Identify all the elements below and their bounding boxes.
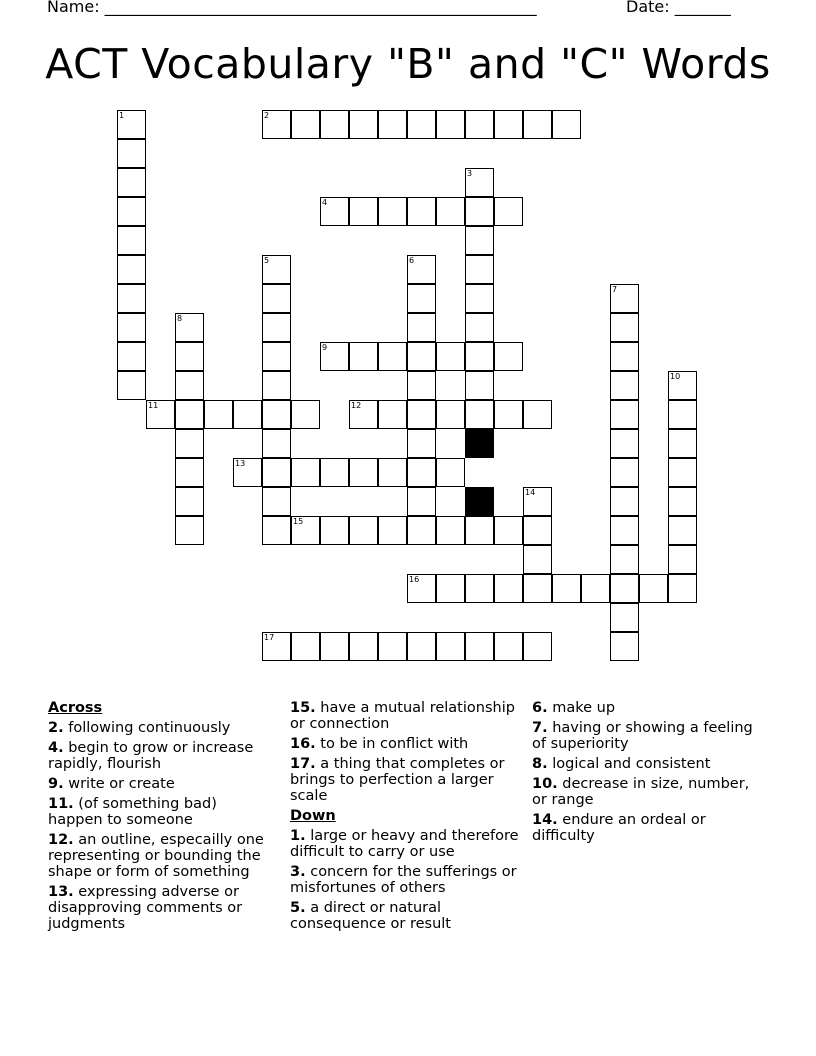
crossword-cell[interactable] xyxy=(175,429,204,458)
crossword-cell[interactable] xyxy=(668,545,697,574)
across-clue: 4. begin to grow or increase rapidly, flourish xyxy=(48,740,254,772)
crossword-cell[interactable] xyxy=(320,342,349,371)
crossword-cell[interactable] xyxy=(175,458,204,487)
crossword-cell[interactable] xyxy=(407,458,436,487)
crossword-cell[interactable] xyxy=(668,516,697,545)
crossword-cell[interactable] xyxy=(465,342,494,371)
crossword-cell[interactable] xyxy=(523,487,552,516)
crossword-cell[interactable] xyxy=(262,632,291,661)
crossword-cell[interactable] xyxy=(407,255,436,284)
down-clue: 3. concern for the sufferings or misfortunes of others xyxy=(290,864,517,896)
crossword-cell[interactable] xyxy=(436,400,465,429)
crossword-cell[interactable] xyxy=(117,110,146,139)
crossword-cell[interactable] xyxy=(117,255,146,284)
across-clue: 13. expressing adverse or disapproving comments or judgments xyxy=(48,884,243,932)
crossword-cell[interactable] xyxy=(378,632,407,661)
crossword-cell[interactable] xyxy=(581,574,610,603)
crossword-cell[interactable] xyxy=(117,284,146,313)
crossword-cell[interactable] xyxy=(465,197,494,226)
crossword-cell[interactable] xyxy=(407,400,436,429)
crossword-cell[interactable] xyxy=(117,226,146,255)
crossword-cell[interactable] xyxy=(349,516,378,545)
down-clue: 7. having or showing a feeling of superiority xyxy=(532,720,753,752)
crossword-cell[interactable] xyxy=(610,284,639,313)
crossword-cell[interactable] xyxy=(378,110,407,139)
crossword-cell[interactable] xyxy=(523,632,552,661)
crossword-cell[interactable] xyxy=(233,400,262,429)
crossword-cell[interactable] xyxy=(610,342,639,371)
crossword-cell[interactable] xyxy=(523,110,552,139)
crossword-cell[interactable] xyxy=(668,400,697,429)
crossword-cell[interactable] xyxy=(523,574,552,603)
crossword-cell[interactable] xyxy=(349,342,378,371)
crossword-cell[interactable] xyxy=(465,574,494,603)
clues-column-1 xyxy=(48,700,276,936)
crossword-cell[interactable] xyxy=(552,574,581,603)
crossword-cell[interactable] xyxy=(378,342,407,371)
crossword-cell[interactable] xyxy=(436,516,465,545)
crossword-cell[interactable] xyxy=(494,197,523,226)
crossword-cell[interactable] xyxy=(407,342,436,371)
crossword-cell[interactable] xyxy=(262,110,291,139)
down-clue: 1. large or heavy and therefore difficult to carry or use xyxy=(290,828,519,860)
crossword-cell[interactable] xyxy=(465,110,494,139)
across-clue: 15. have a mutual relationship or connection xyxy=(290,700,515,732)
crossword-cell[interactable] xyxy=(349,110,378,139)
crossword-cell[interactable] xyxy=(610,603,639,632)
crossword-cell[interactable] xyxy=(175,516,204,545)
crossword-cell[interactable] xyxy=(407,516,436,545)
clue-number: 10 xyxy=(670,372,681,381)
crossword-cell[interactable] xyxy=(610,516,639,545)
clue-number: 15 xyxy=(293,517,304,526)
down-clue: 10. decrease in size, number, or range xyxy=(532,776,750,808)
crossword-cell[interactable] xyxy=(465,632,494,661)
crossword-cell[interactable] xyxy=(494,342,523,371)
clue-number: 13 xyxy=(235,459,246,468)
across-clue: 16. to be in conflict with xyxy=(290,736,469,752)
crossword-cell[interactable] xyxy=(378,400,407,429)
clue-number: 1 xyxy=(119,111,125,120)
clue-number: 2 xyxy=(264,111,270,120)
crossword-cell[interactable] xyxy=(436,110,465,139)
across-clue: 9. write or create xyxy=(48,776,175,792)
crossword-cell[interactable] xyxy=(465,168,494,197)
crossword-cell[interactable] xyxy=(378,197,407,226)
crossword-cell[interactable] xyxy=(407,632,436,661)
clue-number: 8 xyxy=(177,314,183,323)
crossword-cell[interactable] xyxy=(175,371,204,400)
across-clue: 11. (of something bad) happen to someone xyxy=(48,796,217,828)
crossword-cell[interactable] xyxy=(262,400,291,429)
clues-column-2 xyxy=(290,700,520,936)
crossword-cell[interactable] xyxy=(117,197,146,226)
crossword-cell[interactable] xyxy=(262,487,291,516)
crossword-cell[interactable] xyxy=(465,400,494,429)
crossword-cell[interactable] xyxy=(117,342,146,371)
crossword-cell[interactable] xyxy=(262,516,291,545)
across-heading: Across xyxy=(48,700,103,716)
crossword-cell[interactable] xyxy=(349,197,378,226)
crossword-cell[interactable] xyxy=(610,574,639,603)
crossword-cell[interactable] xyxy=(610,400,639,429)
crossword-cell[interactable] xyxy=(552,110,581,139)
clue-number: 17 xyxy=(264,633,275,642)
crossword-cell[interactable] xyxy=(175,487,204,516)
crossword-cell[interactable] xyxy=(610,487,639,516)
clue-number: 14 xyxy=(525,488,536,497)
crossword-cell[interactable] xyxy=(320,110,349,139)
crossword-cell[interactable] xyxy=(291,400,320,429)
crossword-cell[interactable] xyxy=(117,168,146,197)
name-field: Name: ______________________________________________________ xyxy=(47,0,537,16)
crossword-cell[interactable] xyxy=(407,284,436,313)
crossword-cell[interactable] xyxy=(320,458,349,487)
crossword-cell[interactable] xyxy=(639,574,668,603)
crossword-cell[interactable] xyxy=(407,371,436,400)
crossword-cell[interactable] xyxy=(523,400,552,429)
crossword-cell[interactable] xyxy=(146,400,175,429)
crossword-cell[interactable] xyxy=(465,313,494,342)
crossword-cell[interactable] xyxy=(349,632,378,661)
crossword-cell[interactable] xyxy=(668,429,697,458)
down-clue: 14. endure an ordeal or difficulty xyxy=(532,812,706,844)
crossword-cell[interactable] xyxy=(175,342,204,371)
crossword-cell[interactable] xyxy=(291,458,320,487)
crossword-cell[interactable] xyxy=(349,458,378,487)
crossword-cell[interactable] xyxy=(523,545,552,574)
crossword-cell[interactable] xyxy=(610,632,639,661)
crossword-cell[interactable] xyxy=(436,574,465,603)
crossword-cell[interactable] xyxy=(465,371,494,400)
clue-number: 7 xyxy=(612,285,618,294)
crossword-black-cell xyxy=(465,487,494,516)
crossword-cell[interactable] xyxy=(610,545,639,574)
crossword-cell[interactable] xyxy=(407,110,436,139)
clue-number: 16 xyxy=(409,575,420,584)
across-clue: 2. following continuously xyxy=(48,720,231,736)
across-clue: 17. a thing that completes or brings to perfection a larger scale xyxy=(290,756,505,804)
crossword-cell[interactable] xyxy=(204,400,233,429)
date-field: Date: _______ xyxy=(626,0,731,16)
clue-number: 4 xyxy=(322,198,328,207)
crossword-cell[interactable] xyxy=(668,487,697,516)
down-clue: 8. logical and consistent xyxy=(532,756,711,772)
down-clue: 6. make up xyxy=(532,700,616,716)
crossword-cell[interactable] xyxy=(117,371,146,400)
clues-column-3 xyxy=(532,700,762,848)
crossword-cell[interactable] xyxy=(610,429,639,458)
crossword-cell[interactable] xyxy=(320,197,349,226)
crossword-cell[interactable] xyxy=(436,342,465,371)
clue-number: 12 xyxy=(351,401,362,410)
crossword-cell[interactable] xyxy=(465,284,494,313)
crossword-cell[interactable] xyxy=(291,110,320,139)
crossword-cell[interactable] xyxy=(262,313,291,342)
crossword-cell[interactable] xyxy=(610,371,639,400)
crossword-cell[interactable] xyxy=(465,226,494,255)
crossword-cell[interactable] xyxy=(233,458,262,487)
crossword-cell[interactable] xyxy=(291,632,320,661)
clue-number: 3 xyxy=(467,169,473,178)
crossword-cell[interactable] xyxy=(610,458,639,487)
crossword-cell[interactable] xyxy=(117,139,146,168)
clue-number: 5 xyxy=(264,256,270,265)
crossword-cell[interactable] xyxy=(407,313,436,342)
crossword-cell[interactable] xyxy=(494,574,523,603)
crossword-cell[interactable] xyxy=(436,632,465,661)
crossword-black-cell xyxy=(465,429,494,458)
crossword-cell[interactable] xyxy=(378,516,407,545)
crossword-cell[interactable] xyxy=(610,313,639,342)
crossword-cell[interactable] xyxy=(436,458,465,487)
crossword-cell[interactable] xyxy=(465,516,494,545)
crossword-cell[interactable] xyxy=(407,429,436,458)
crossword-cell[interactable] xyxy=(262,342,291,371)
crossword-cell[interactable] xyxy=(291,516,320,545)
clue-number: 11 xyxy=(148,401,159,410)
crossword-cell[interactable] xyxy=(175,313,204,342)
crossword-cell[interactable] xyxy=(349,400,378,429)
crossword-cell[interactable] xyxy=(494,110,523,139)
crossword-cell[interactable] xyxy=(465,255,494,284)
crossword-cell[interactable] xyxy=(668,574,697,603)
crossword-cell[interactable] xyxy=(494,516,523,545)
crossword-cell[interactable] xyxy=(494,400,523,429)
clue-number: 9 xyxy=(322,343,328,352)
crossword-cell[interactable] xyxy=(262,255,291,284)
crossword-cell[interactable] xyxy=(407,487,436,516)
crossword-cell[interactable] xyxy=(117,313,146,342)
down-clue: 5. a direct or natural consequence or result xyxy=(290,900,451,932)
clue-number: 6 xyxy=(409,256,415,265)
crossword-cell[interactable] xyxy=(668,458,697,487)
crossword-cell[interactable] xyxy=(436,197,465,226)
crossword-cell[interactable] xyxy=(407,574,436,603)
page-title: ACT Vocabulary "B" and "C" Words xyxy=(45,40,771,88)
crossword-cell[interactable] xyxy=(262,371,291,400)
across-clue: 12. an outline, especailly one representing or bounding the shape or form of something xyxy=(48,832,264,880)
crossword-cell[interactable] xyxy=(262,458,291,487)
down-heading: Down xyxy=(290,808,336,824)
crossword-cell[interactable] xyxy=(262,284,291,313)
crossword-cell[interactable] xyxy=(523,516,552,545)
crossword-cell[interactable] xyxy=(320,632,349,661)
crossword-cell[interactable] xyxy=(262,429,291,458)
crossword-cell[interactable] xyxy=(494,632,523,661)
crossword-cell[interactable] xyxy=(320,516,349,545)
crossword-cell[interactable] xyxy=(407,197,436,226)
crossword-cell[interactable] xyxy=(668,371,697,400)
crossword-cell[interactable] xyxy=(378,458,407,487)
crossword-cell[interactable] xyxy=(175,400,204,429)
